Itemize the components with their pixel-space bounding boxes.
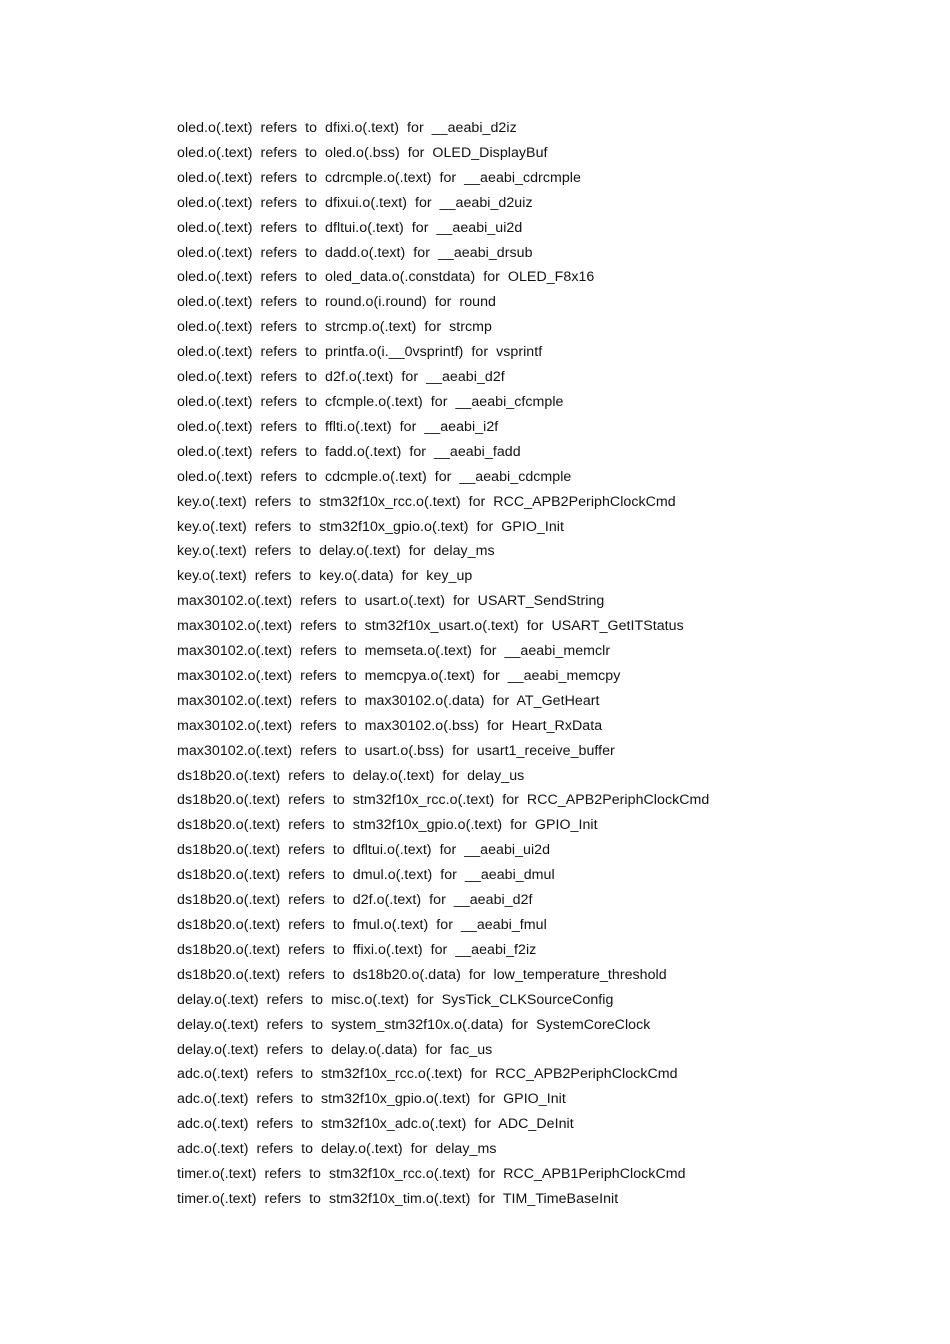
- reference-line: oled.o(.text) refers to round.o(i.round) for round: [177, 294, 496, 311]
- reference-line: key.o(.text) refers to stm32f10x_rcc.o(.text) for RCC_APB2PeriphClockCmd: [177, 493, 676, 510]
- reference-list: [177, 116, 709, 1212]
- reference-line: ds18b20.o(.text) refers to stm32f10x_gpio.o(.text) for GPIO_Init: [177, 817, 598, 834]
- reference-line: max30102.o(.text) refers to usart.o(.bss) for usart1_receive_buffer: [177, 742, 615, 759]
- reference-line: oled.o(.text) refers to d2f.o(.text) for __aeabi_d2f: [177, 369, 505, 386]
- reference-line: oled.o(.text) refers to printfa.o(i.__0vsprintf) for vsprintf: [177, 344, 543, 361]
- reference-line: ds18b20.o(.text) refers to dmul.o(.text) for __aeabi_dmul: [177, 867, 555, 884]
- reference-line: oled.o(.text) refers to fadd.o(.text) for __aeabi_fadd: [177, 443, 521, 460]
- reference-line: oled.o(.text) refers to dfixui.o(.text) for __aeabi_d2uiz: [177, 194, 533, 211]
- reference-line: ds18b20.o(.text) refers to ffixi.o(.text) for __aeabi_f2iz: [177, 941, 537, 958]
- reference-line: max30102.o(.text) refers to usart.o(.text) for USART_SendString: [177, 593, 605, 610]
- reference-line: timer.o(.text) refers to stm32f10x_rcc.o(.text) for RCC_APB1PeriphClockCmd: [177, 1166, 686, 1183]
- reference-line: delay.o(.text) refers to delay.o(.data) for fac_us: [177, 1041, 493, 1058]
- reference-line: key.o(.text) refers to delay.o(.text) for delay_ms: [177, 543, 495, 560]
- reference-line: max30102.o(.text) refers to memcpya.o(.text) for __aeabi_memcpy: [177, 667, 621, 684]
- reference-line: oled.o(.text) refers to cdrcmple.o(.text) for __aeabi_cdrcmple: [177, 169, 581, 186]
- reference-line: delay.o(.text) refers to misc.o(.text) for SysTick_CLKSourceConfig: [177, 991, 614, 1008]
- reference-line: adc.o(.text) refers to stm32f10x_rcc.o(.text) for RCC_APB2PeriphClockCmd: [177, 1066, 678, 1083]
- reference-line: timer.o(.text) refers to stm32f10x_tim.o(.text) for TIM_TimeBaseInit: [177, 1190, 619, 1207]
- reference-line: adc.o(.text) refers to stm32f10x_gpio.o(.text) for GPIO_Init: [177, 1091, 566, 1108]
- reference-line: max30102.o(.text) refers to max30102.o(.bss) for Heart_RxData: [177, 717, 603, 734]
- reference-line: max30102.o(.text) refers to stm32f10x_usart.o(.text) for USART_GetITStatus: [177, 618, 684, 635]
- reference-line: oled.o(.text) refers to dfltui.o(.text) for __aeabi_ui2d: [177, 219, 523, 236]
- reference-line: max30102.o(.text) refers to memseta.o(.text) for __aeabi_memclr: [177, 643, 611, 660]
- reference-line: oled.o(.text) refers to dfixi.o(.text) for __aeabi_d2iz: [177, 120, 517, 136]
- reference-line: delay.o(.text) refers to system_stm32f10x.o(.data) for SystemCoreClock: [177, 1016, 651, 1033]
- reference-line: ds18b20.o(.text) refers to ds18b20.o(.data) for low_temperature_threshold: [177, 966, 667, 983]
- reference-line: adc.o(.text) refers to stm32f10x_adc.o(.text) for ADC_DeInit: [177, 1116, 574, 1133]
- reference-line: ds18b20.o(.text) refers to delay.o(.text) for delay_us: [177, 767, 525, 784]
- reference-line: oled.o(.text) refers to cfcmple.o(.text) for __aeabi_cfcmple: [177, 393, 564, 410]
- reference-line: oled.o(.text) refers to strcmp.o(.text) for strcmp: [177, 319, 492, 336]
- reference-line: ds18b20.o(.text) refers to stm32f10x_rcc.o(.text) for RCC_APB2PeriphClockCmd: [177, 792, 710, 809]
- reference-line: key.o(.text) refers to key.o(.data) for key_up: [177, 568, 473, 585]
- reference-line: ds18b20.o(.text) refers to d2f.o(.text) for __aeabi_d2f: [177, 892, 533, 909]
- reference-line: max30102.o(.text) refers to max30102.o(.data) for AT_GetHeart: [177, 692, 600, 709]
- reference-line: oled.o(.text) refers to dadd.o(.text) for __aeabi_drsub: [177, 244, 533, 261]
- reference-line: adc.o(.text) refers to delay.o(.text) for delay_ms: [177, 1141, 497, 1158]
- reference-line: ds18b20.o(.text) refers to dfltui.o(.text) for __aeabi_ui2d: [177, 842, 551, 859]
- reference-line: oled.o(.text) refers to fflti.o(.text) for __aeabi_i2f: [177, 418, 499, 435]
- reference-line: oled.o(.text) refers to oled.o(.bss) for OLED_DisplayBuf: [177, 144, 548, 161]
- reference-line: oled.o(.text) refers to cdcmple.o(.text) for __aeabi_cdcmple: [177, 468, 572, 485]
- reference-line: ds18b20.o(.text) refers to fmul.o(.text) for __aeabi_fmul: [177, 917, 547, 933]
- reference-line: oled.o(.text) refers to oled_data.o(.constdata) for OLED_F8x16: [177, 269, 595, 286]
- reference-line: key.o(.text) refers to stm32f10x_gpio.o(.text) for GPIO_Init: [177, 518, 564, 535]
